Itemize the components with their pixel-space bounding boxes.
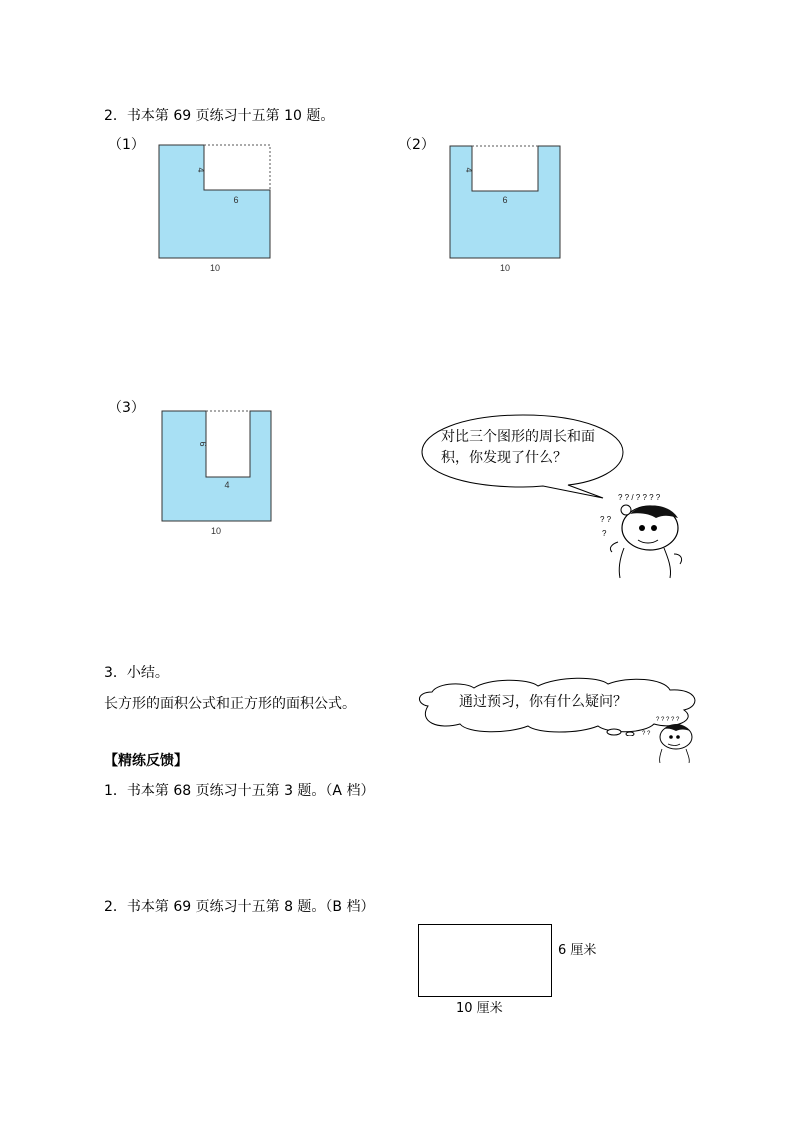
figure-2-dim-left: 4 — [464, 167, 474, 173]
figure-3-dim-left: 6 — [198, 441, 208, 447]
svg-text:? ? / ? ? ? ?: ? ? / ? ? ? ? — [618, 493, 661, 502]
figure-3-shape — [162, 411, 271, 521]
figure-1-shape — [159, 145, 270, 258]
figure-1 — [150, 140, 280, 275]
figure-2-label: （2） — [398, 137, 435, 153]
feedback-heading: 【精练反馈】 — [104, 753, 188, 769]
svg-text:?: ? — [602, 529, 607, 538]
bubble-1-line-2: 积，你发现了什么？ — [441, 450, 567, 466]
svg-text:? ?: ? ? — [642, 731, 651, 737]
bubble-1-line-1: 对比三个图形的周长和面 — [441, 429, 595, 445]
question-3-title: 3．小结。 — [104, 665, 169, 681]
figure-3-dim-inner: 4 — [224, 480, 230, 490]
figure-2-dim-bottom: 10 — [499, 263, 511, 273]
confused-boy-icon — [594, 488, 690, 580]
svg-text:? ?: ? ? — [600, 515, 612, 524]
bubble-2-text: 通过预习，你有什么疑问？ — [459, 694, 627, 710]
figure-1-dim-bottom: 10 — [209, 263, 221, 273]
figure-1-dim-inner: 6 — [233, 195, 239, 205]
confused-boy-icon — [640, 713, 702, 763]
rectangle-width-label: 10 厘米 — [456, 1001, 503, 1016]
figure-3-label: （3） — [108, 400, 145, 416]
figure-3 — [150, 405, 280, 540]
figure-1-cutout — [204, 145, 270, 190]
svg-text:? ? ? ? ?: ? ? ? ? ? — [656, 717, 680, 723]
figure-2 — [440, 140, 570, 275]
rectangle-diagram — [418, 924, 552, 997]
exercise-2: 2．书本第 69 页练习十五第 8 题。（B 档） — [104, 899, 375, 915]
question-2-title: 2．书本第 69 页练习十五第 10 题。 — [104, 108, 335, 124]
rectangle-height-label: 6 厘米 — [558, 943, 597, 958]
figure-1-label: （1） — [108, 137, 145, 153]
question-3-text: 长方形的面积公式和正方形的面积公式。 — [104, 696, 356, 712]
figure-3-dim-bottom: 10 — [210, 526, 222, 536]
figure-1-dim-left: 4 — [196, 167, 206, 173]
exercise-1: 1．书本第 68 页练习十五第 3 题。（A 档） — [104, 783, 375, 799]
figure-2-dim-inner: 6 — [502, 195, 508, 205]
